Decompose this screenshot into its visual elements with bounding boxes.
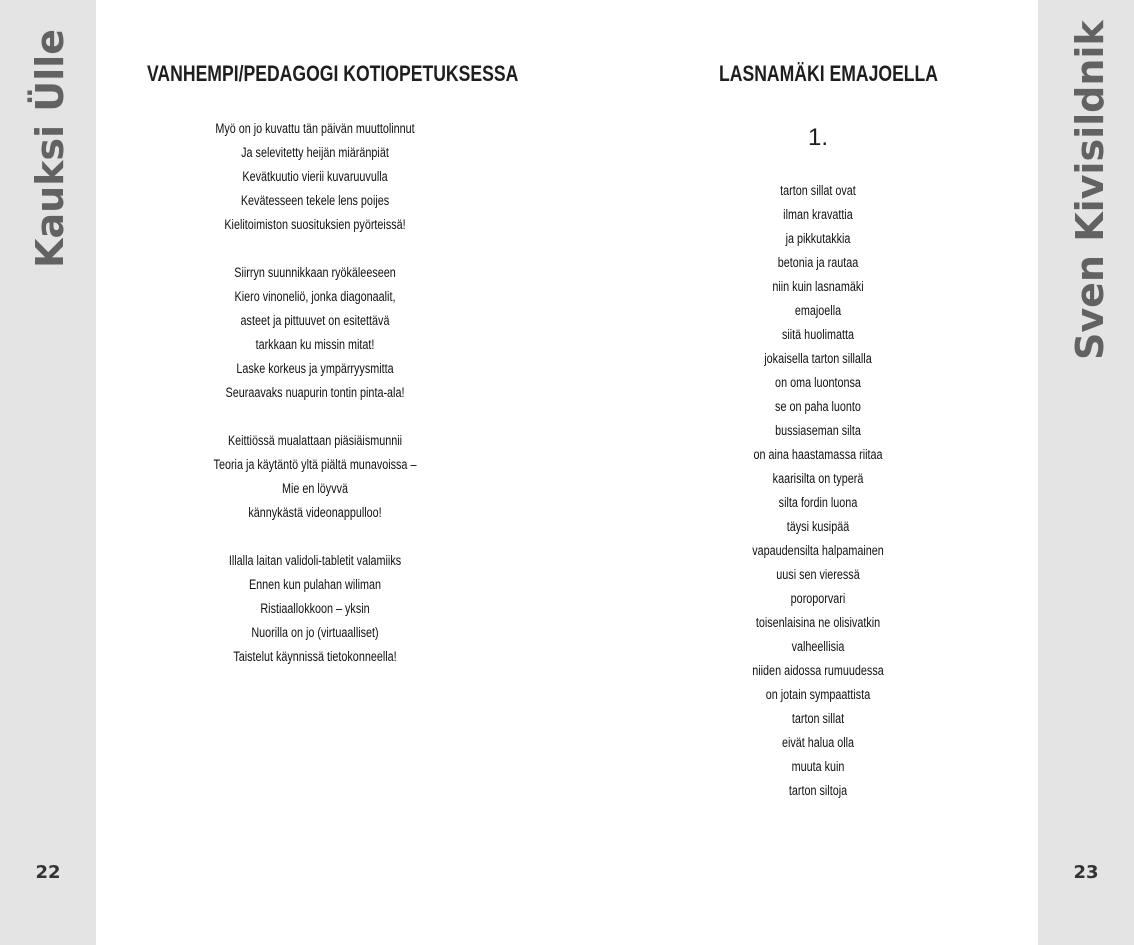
- poem-line: Laske korkeus ja ympärryysmitta: [236, 361, 394, 376]
- poem-line: se on paha luonto: [775, 399, 861, 414]
- poem-line: ilman kravattia: [783, 207, 853, 222]
- poem-line: tarton siltoja: [788, 783, 848, 798]
- poem-line: Kevätesseen tekele lens poijes: [240, 193, 390, 208]
- poem-line: Kevätkuutio vierii kuvaruuvulla: [242, 169, 388, 184]
- poem-line: tarkkaan ku missin mitat!: [255, 337, 375, 352]
- poem-stanza: [165, 117, 465, 237]
- section-number: 1.: [807, 124, 828, 151]
- poem-line: asteet ja pittuuvet on esitettävä: [240, 313, 390, 328]
- left-page-number: 22: [35, 862, 61, 883]
- poem-line: Kielitoimiston suosituksien pyörteissä!: [224, 217, 406, 232]
- poem-line: Taistelut käynnissä tietokonneella!: [233, 649, 397, 664]
- poem-line: poroporvari: [790, 591, 846, 606]
- poem-line: eivät halua olla: [781, 735, 855, 750]
- poem-line: on jotain sympaattista: [765, 687, 871, 702]
- poem-line: Siirryn suunnikkaan ryökäleeseen: [234, 265, 396, 280]
- poem-stanza: [165, 429, 465, 525]
- poem-line: jokaisella tarton sillalla: [764, 351, 872, 366]
- poem-line: kännykästä videonappulloo!: [248, 505, 382, 520]
- poem-line: Teoria ja käytäntö yltä piältä munavoissa –: [213, 457, 417, 472]
- poem-line: niiden aidossa rumuudessa: [752, 663, 884, 678]
- poem-line: kaarisilta on typerä: [772, 471, 864, 486]
- right-page-number: 23: [1073, 862, 1099, 883]
- poem-line: valheellisia: [791, 639, 845, 654]
- poem-line: on aina haastamassa riitaa: [753, 447, 883, 462]
- poem-line: niin kuin lasnamäki: [772, 279, 864, 294]
- poem-line: Kiero vinoneliö, jonka diagonaalit,: [234, 289, 396, 304]
- poem-stanza: [165, 261, 465, 405]
- poem-line: toisenlaisina ne olisivatkin: [755, 615, 881, 630]
- poem-stanza: [165, 549, 465, 669]
- poem-line: tarton sillat ovat: [780, 183, 856, 198]
- right-poem-title: LASNAMÄKI EMAJOELLA: [719, 61, 939, 86]
- poem-line: silta fordin luona: [778, 495, 858, 510]
- poem-line: Seuraavaks nuapurin tontin pinta-ala!: [225, 385, 405, 400]
- left-side-author: Kauksi Ülle: [28, 29, 72, 268]
- poem-line: emajoella: [794, 303, 842, 318]
- poem-line: Ristiaallokkoon – yksin: [260, 601, 370, 616]
- poem-line: Mie en löyvvä: [281, 481, 349, 496]
- left-poem: [165, 117, 465, 669]
- poem-line: Nuorilla on jo (virtuaalliset): [251, 625, 379, 640]
- poem-line: Myö on jo kuvattu tän päivän muuttolinnut: [215, 121, 415, 136]
- poem-line: Keittiössä mualattaan piäsiäismunnii: [227, 433, 403, 448]
- poem-line: vapaudensilta halpamainen: [752, 543, 884, 558]
- poem-line: ja pikkutakkia: [785, 231, 851, 246]
- poem-line: bussiaseman silta: [775, 423, 861, 438]
- poem-line: Ja selevitetty heijän miäränpiät: [241, 145, 389, 160]
- left-poem-title: VANHEMPI/PEDAGOGI KOTIOPETUKSESSA: [147, 61, 519, 86]
- poem-line: muuta kuin: [791, 759, 845, 774]
- right-side-author: Sven Kivisildnik: [1068, 20, 1112, 360]
- poem-line: tarton sillat: [791, 711, 845, 726]
- poem-line: siitä huolimatta: [781, 327, 855, 342]
- right-poem: [710, 179, 926, 803]
- poem-line: täysi kusipää: [786, 519, 850, 534]
- poem-line: betonia ja rautaa: [777, 255, 859, 270]
- poem-line: uusi sen vieressä: [776, 567, 860, 582]
- poem-line: on oma luontonsa: [775, 375, 861, 390]
- poem-line: Ennen kun pulahan wiliman: [248, 577, 382, 592]
- poem-line: Illalla laitan validoli-tabletit valamiiks: [228, 553, 402, 568]
